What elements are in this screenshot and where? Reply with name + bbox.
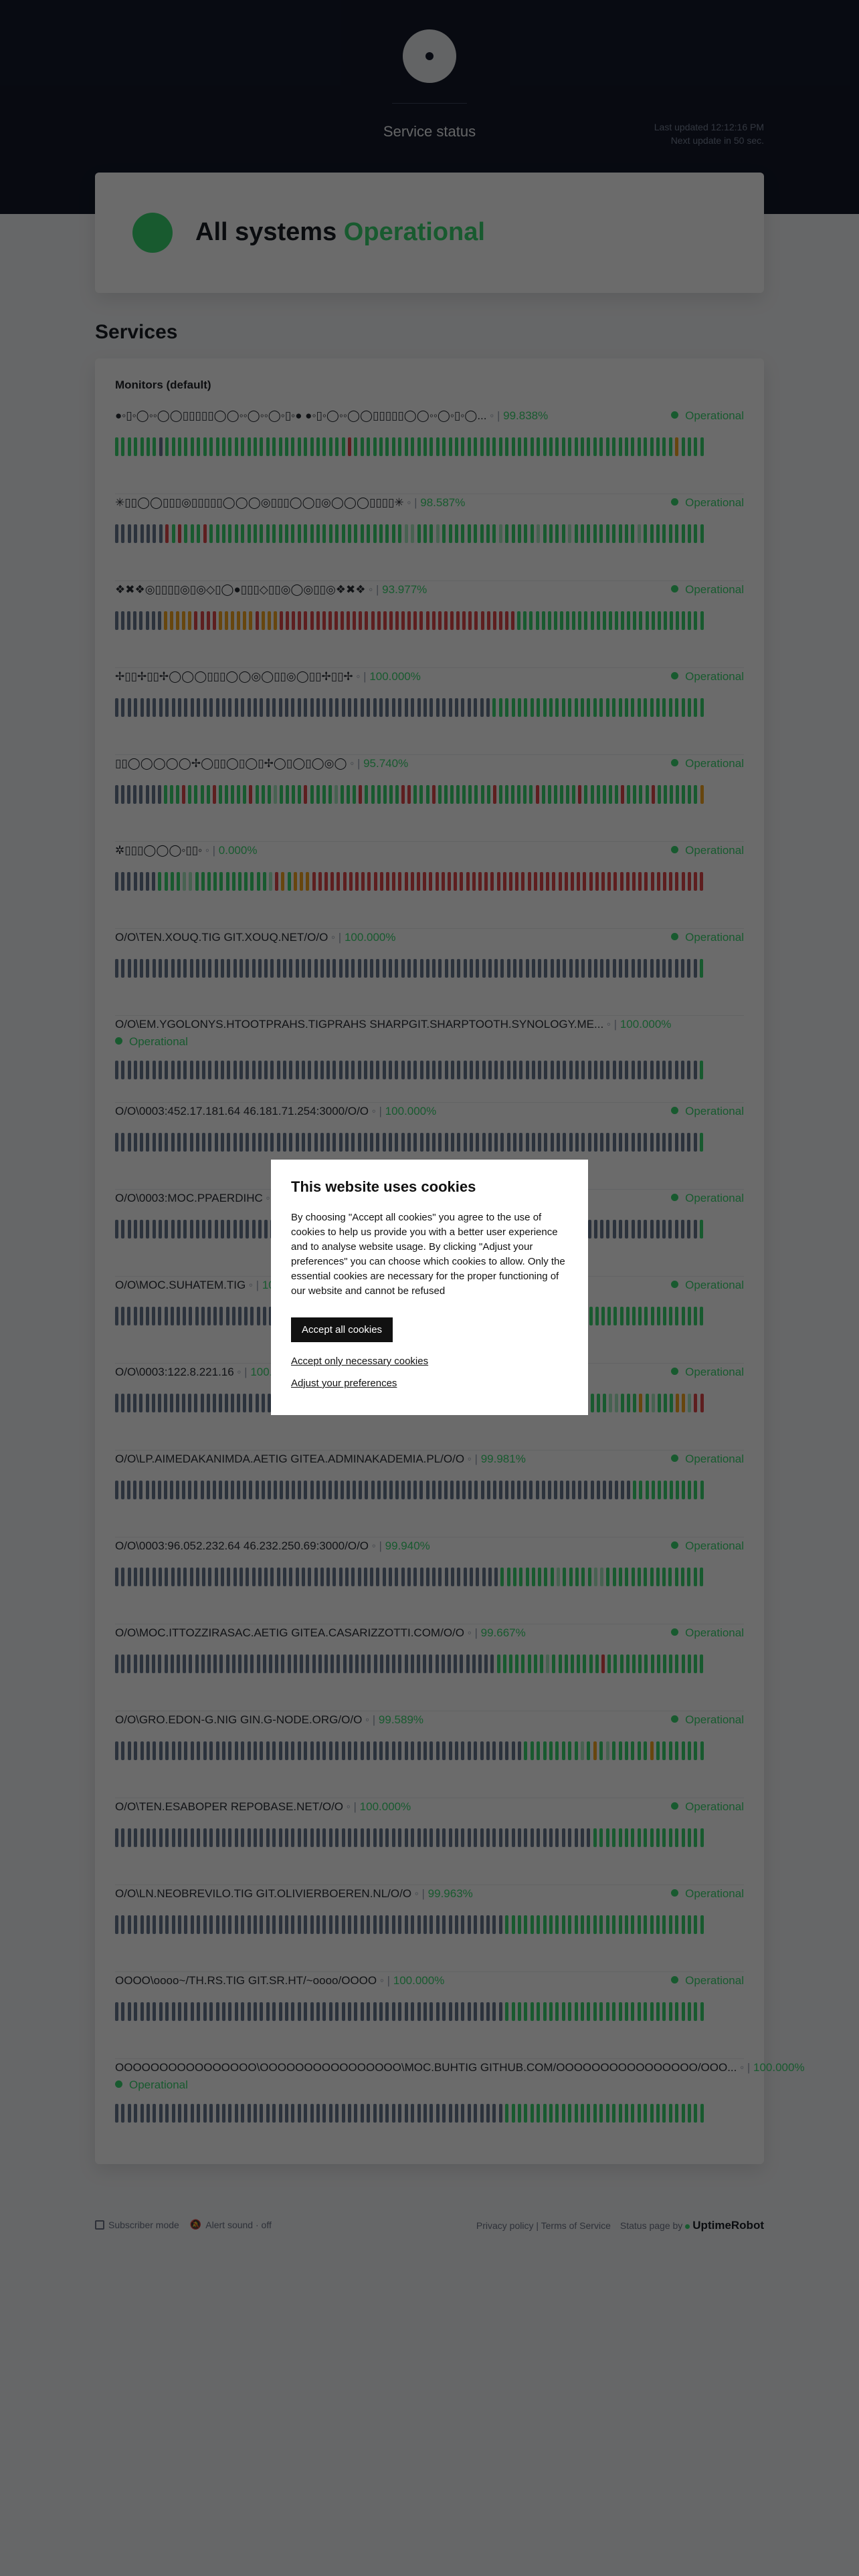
cookie-dialog bbox=[271, 1160, 588, 1415]
accept-all-cookies-button[interactable]: Accept all cookies bbox=[291, 1317, 393, 1342]
cookie-title: This website uses cookies bbox=[291, 1178, 476, 1195]
cookie-text: By choosing "Accept all cookies" you agree to the use of cookies to help us provide you with a better user experience and to analyse website usage. By clicking "Adjust your preferences" you can choose which cookies to allow. Only the essential cookies are necessary for the proper functioning of our website and cannot be refused bbox=[291, 1212, 565, 1297]
accept-necessary-cookies-link[interactable]: Accept only necessary cookies bbox=[291, 1356, 429, 1367]
adjust-preferences-link[interactable]: Adjust your preferences bbox=[291, 1378, 397, 1389]
